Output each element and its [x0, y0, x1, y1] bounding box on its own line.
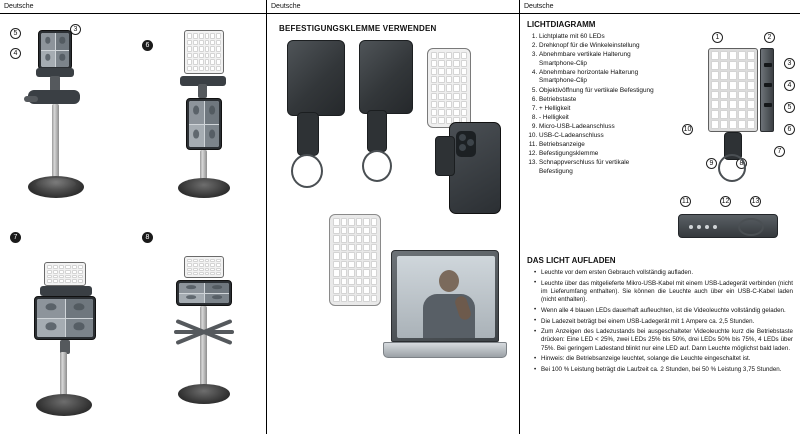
power-indicator-led — [713, 225, 717, 229]
figure-label-4: 4 — [10, 48, 21, 59]
snap-lock — [738, 218, 764, 236]
charging-block — [520, 250, 800, 377]
light-side-body — [760, 48, 774, 132]
callout-3: 3 — [784, 58, 795, 69]
figure-5-photo — [10, 18, 130, 218]
diagram-item-list — [527, 33, 663, 177]
led-light-panel — [184, 30, 224, 74]
led-grid — [333, 218, 377, 302]
figure-label-6: 6 — [142, 40, 153, 51]
light-diagram-illustration — [678, 28, 796, 208]
list-item: 8. - Helligkeit — [539, 114, 663, 123]
list-item: 3. Abnehmbare vertikale Halterung Smartphone-Clip — [539, 51, 663, 68]
led-grid — [187, 33, 221, 71]
clamp-hook — [291, 154, 323, 188]
column-middle-body — [267, 14, 519, 434]
column-right — [520, 0, 800, 434]
power-button — [764, 103, 772, 107]
power-indicator-led — [697, 225, 701, 229]
person-head — [439, 270, 459, 292]
clamp-knob — [24, 96, 38, 102]
led-panel-front — [427, 48, 471, 128]
figure-label-5: 5 — [10, 28, 21, 39]
list-item: • Zum Anzeigen des Ladezustands bei ausgeschalteter Videoleuchte kurz die Betriebstaste drücken: Eine LED < 25%, zwei LEDs 25% bis 50%, drei LEDs 50% bis 75%, 4 LEDs über 75%. Bei geringem Ladestand blinkt nur eine LED auf. Dann Leuchte möglichst bald laden. — [536, 328, 793, 353]
led-panel-diagram — [708, 48, 758, 132]
list-item: • Leuchte über das mitgelieferte Mikro-USB-Kabel mit einem USB-Ladegerät verbinden (nicht im Lieferumfang enthalten). Sie können die Leuchte auch über ein USB-C-Kabel laden (nicht enthalten). — [536, 280, 793, 305]
power-indicator-led — [689, 225, 693, 229]
figure-6-photo — [140, 18, 260, 218]
clamp-hook-2 — [362, 150, 392, 182]
tripod-pole — [52, 104, 59, 184]
light-back-view — [287, 40, 345, 116]
list-item: 5. Objektivöffnung für vertikale Befestigung — [539, 87, 663, 96]
figure-label-3: 3 — [70, 24, 81, 35]
column-right-body — [520, 14, 800, 434]
phone-screen — [37, 299, 93, 337]
bottom-device-illustration — [672, 196, 796, 248]
list-item: 4. Abnehmbare horizontale Halterung Smartphone-Clip — [539, 69, 663, 86]
phone-mock-horizontal — [176, 280, 232, 306]
column-left-body — [0, 14, 266, 434]
list-item: • Bei 100 % Leistung beträgt die Laufzeit ca. 2 Stunden, bei 50 % Leistung 3,75 Stunden. — [536, 366, 793, 374]
led-light-panel — [184, 256, 224, 278]
camera-module — [456, 131, 476, 157]
figure-label-8: 8 — [142, 232, 153, 243]
figure-label-7: 7 — [10, 232, 21, 243]
figure-7-photo — [10, 226, 130, 431]
mounting-clamp-3 — [435, 136, 455, 176]
laptop-illustration — [383, 250, 507, 390]
list-item: • Hinweis: die Betriebsanzeige leuchtet, solange die Leuchte eingeschaltet ist. — [536, 355, 793, 363]
phone-screen — [179, 283, 229, 303]
figure-8-photo — [140, 226, 260, 431]
charging-bullet-list — [527, 269, 793, 374]
phone-mock — [186, 98, 222, 150]
led-panel-front-2 — [329, 214, 381, 306]
column-middle-header: Deutsche — [267, 0, 519, 14]
led-grid — [47, 265, 83, 283]
led-light-panel — [44, 262, 86, 286]
section-title-charging: DAS LICHT AUFLADEN — [527, 256, 616, 265]
column-left — [0, 0, 267, 434]
list-item: 6. Betriebstaste — [539, 96, 663, 105]
light-back-view-2 — [359, 40, 413, 114]
phone-mock — [38, 30, 72, 70]
callout-10: 10 — [683, 126, 692, 133]
callout-2: 2 — [764, 32, 775, 43]
callout-11: 11 — [681, 198, 690, 205]
tripod-base — [178, 384, 230, 404]
list-item: 2. Drehknopf für die Winkeleinstellung — [539, 42, 663, 51]
list-item: 13. Schnappverschluss für vertikale Befestigung — [539, 159, 663, 176]
led-grid — [711, 51, 755, 129]
laptop-screen — [397, 256, 495, 338]
laptop-lid — [391, 250, 499, 342]
tripod-leg — [174, 330, 234, 334]
column-middle — [267, 0, 520, 434]
clamp-hook-diagram — [718, 154, 746, 182]
list-item: 12. Befestigungsklemme — [539, 150, 663, 159]
mounting-clamp-2 — [367, 110, 387, 152]
list-item: • Leuchte vor dem ersten Gebrauch vollständig aufladen. — [536, 269, 793, 277]
swivel-arm — [198, 84, 207, 98]
column-right-header: Deutsche — [520, 0, 800, 14]
phone-mock-horizontal — [34, 296, 96, 340]
callout-7: 7 — [774, 146, 785, 157]
list-item: • Die Ladezeit beträgt bei einem USB-Ladegerät mit 1 Ampere ca. 2,5 Stunden. — [536, 318, 793, 326]
micro-usb-port — [764, 63, 772, 67]
diagram-text-block — [520, 14, 670, 177]
callout-8: 8 — [736, 158, 747, 169]
phone-with-clamp — [449, 122, 501, 214]
tripod-base — [36, 394, 92, 416]
list-item: 11. Betriebsanzeige — [539, 141, 663, 150]
list-item: 10. USB-C-Ladeanschluss — [539, 132, 663, 141]
callout-5: 5 — [784, 102, 795, 113]
list-item: 1. Lichtplatte mit 60 LEDs — [539, 33, 663, 42]
list-item: • Wenn alle 4 blauen LEDs dauerhaft aufleuchten, ist die Videoleuchte vollständig geladen. — [536, 307, 793, 315]
laptop-keyboard — [383, 342, 507, 358]
led-grid — [431, 52, 467, 124]
tripod-base — [178, 178, 230, 198]
callout-1: 1 — [712, 32, 723, 43]
phone-screen — [41, 33, 69, 67]
usb-c-port — [764, 83, 772, 87]
callout-6: 6 — [784, 124, 795, 135]
led-grid — [187, 259, 221, 275]
light-mount — [40, 286, 92, 296]
mounting-clamp — [297, 112, 319, 156]
callout-9: 9 — [706, 158, 717, 169]
phone-screen — [189, 101, 219, 147]
section-title-clamp: BEFESTIGUNGSKLEMME VERWENDEN — [279, 24, 437, 33]
list-item: 7. + Helligkeit — [539, 105, 663, 114]
tripod-base-highlight — [36, 178, 76, 190]
tripod-pole — [200, 306, 207, 390]
power-indicator-led — [705, 225, 709, 229]
section-title-lightdiagram: LICHTDIAGRAMM — [527, 20, 596, 29]
list-item: 9. Micro-USB-Ladeanschluss — [539, 123, 663, 132]
column-left-header: Deutsche — [0, 0, 266, 14]
callout-12: 12 — [721, 198, 730, 205]
callout-13: 13 — [751, 198, 760, 205]
callout-4: 4 — [784, 80, 795, 91]
